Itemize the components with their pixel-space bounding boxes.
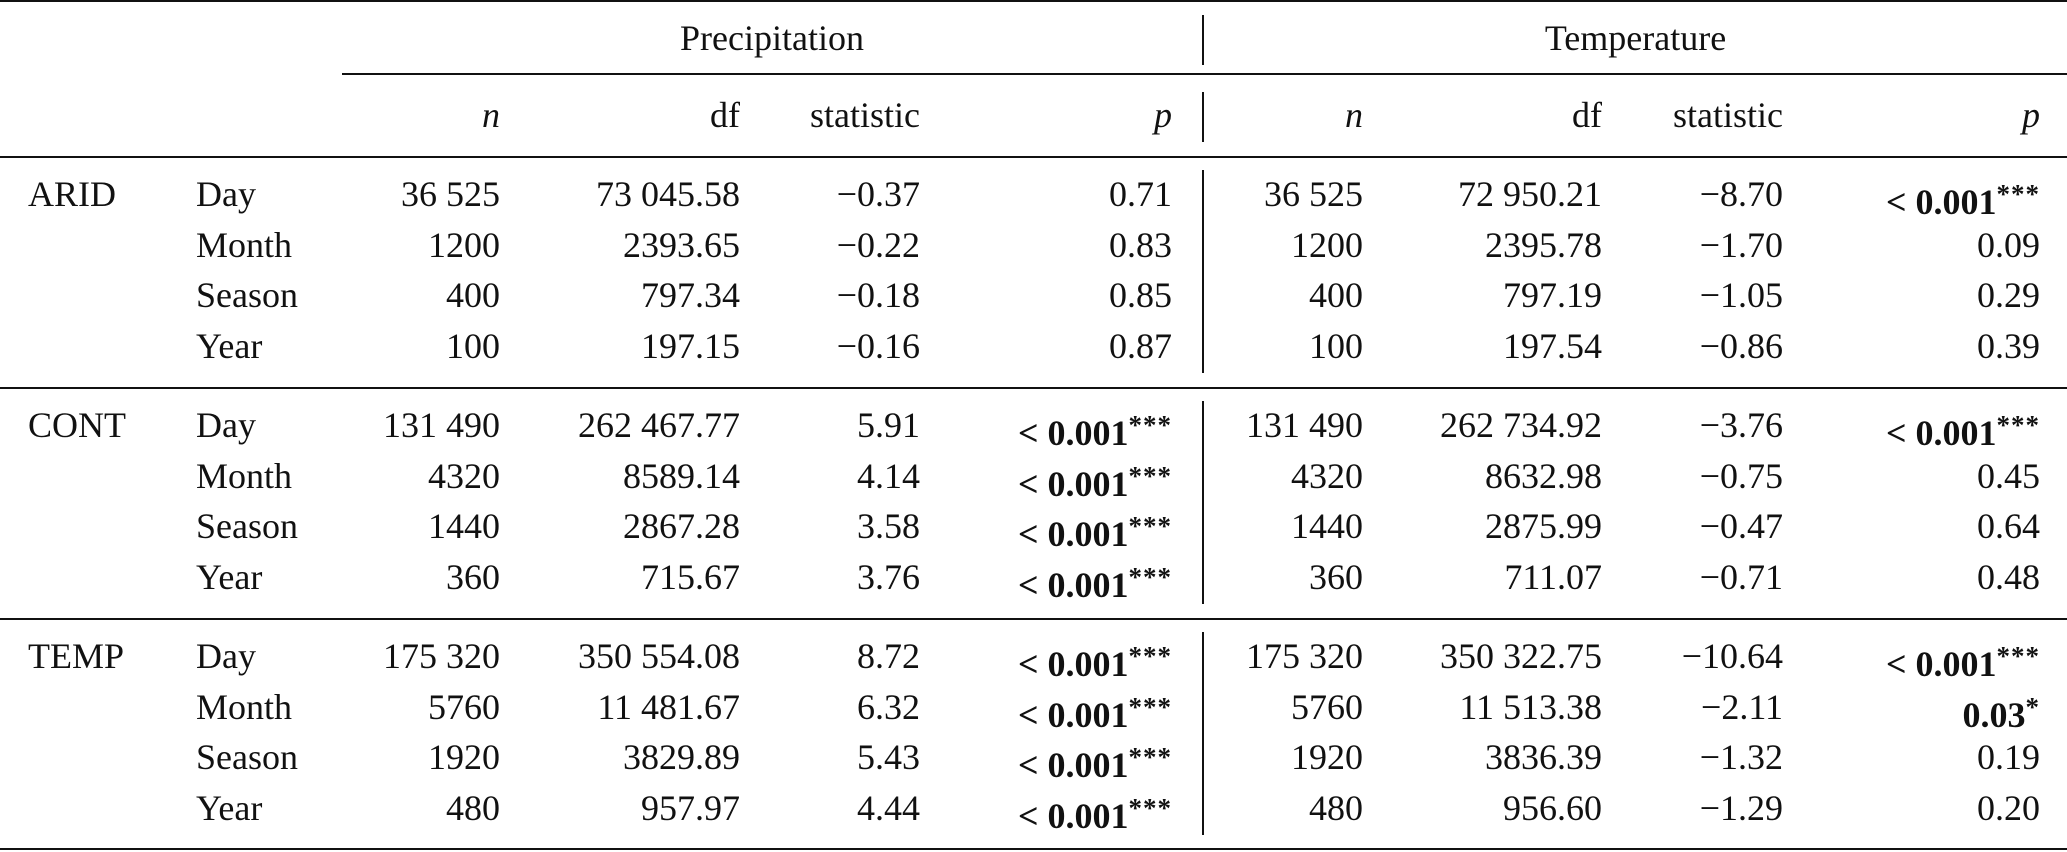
cell-statistic-temperature: −3.76 [1699,405,1783,445]
significance-stars: *** [1128,793,1172,823]
cell-statistic-precipitation: −0.16 [836,326,920,366]
column-header-n: n [1345,95,1363,135]
cell-p-temperature: 0.48 [1977,557,2040,597]
cell-statistic-temperature: −10.64 [1681,636,1783,676]
cell-p-precipitation: < 0.001*** [1017,641,1172,684]
cell-n-precipitation: 175 320 [383,636,500,676]
cell-statistic-precipitation: 5.91 [857,405,920,445]
cell-n-temperature: 4320 [1291,456,1363,496]
cell-p-precipitation: 0.71 [1109,174,1172,214]
column-header-df: df [1572,95,1602,135]
cell-p-temperature: 0.39 [1977,326,2040,366]
cell-p-precipitation: < 0.001*** [1017,742,1172,785]
cell-n-precipitation: 400 [446,275,500,315]
group-divider-rule [0,387,2067,389]
cell-statistic-temperature: −1.05 [1699,275,1783,315]
significance-stars: *** [1996,179,2040,209]
row-period-label: Month [196,687,293,727]
cell-df-temperature: 262 734.92 [1440,405,1602,445]
row-period-label: Month [196,456,293,496]
cell-df-temperature: 2875.99 [1485,506,1602,546]
cell-n-temperature: 360 [1309,557,1363,597]
cell-df-temperature: 72 950.21 [1458,174,1602,214]
cell-df-temperature: 956.60 [1503,788,1602,828]
cell-p-temperature: 0.29 [1977,275,2040,315]
cell-n-precipitation: 480 [446,788,500,828]
cell-df-precipitation: 73 045.58 [596,174,740,214]
cell-p-precipitation: < 0.001*** [1017,692,1172,735]
cell-df-precipitation: 8589.14 [623,456,740,496]
cell-statistic-precipitation: 8.72 [857,636,920,676]
cell-n-precipitation: 1920 [428,737,500,777]
cell-p-precipitation: < 0.001*** [1017,511,1172,554]
cell-statistic-precipitation: 4.44 [857,788,920,828]
cell-n-temperature: 1440 [1291,506,1363,546]
cell-n-precipitation: 36 525 [401,174,500,214]
cell-n-precipitation: 1440 [428,506,500,546]
column-header-statistic: statistic [1673,95,1783,135]
significance-stars: *** [1996,410,2040,440]
cell-p-precipitation: < 0.001*** [1017,562,1172,605]
cell-n-precipitation: 360 [446,557,500,597]
cell-n-temperature: 5760 [1291,687,1363,727]
cell-df-temperature: 711.07 [1504,557,1602,597]
cell-p-temperature: 0.64 [1977,506,2040,546]
cell-df-temperature: 11 513.38 [1459,687,1602,727]
row-period-label: Season [196,506,298,546]
cell-p-temperature: 0.20 [1977,788,2040,828]
cell-statistic-precipitation: 3.76 [857,557,920,597]
row-period-label: Day [196,174,256,214]
cell-p-temperature: 0.03* [1962,692,2040,735]
row-period-label: Season [196,737,298,777]
cell-df-precipitation: 957.97 [641,788,740,828]
row-period-label: Season [196,275,298,315]
cell-statistic-temperature: −2.11 [1701,687,1783,727]
cell-df-precipitation: 715.67 [641,557,740,597]
cell-statistic-precipitation: −0.18 [836,275,920,315]
cell-p-temperature: 0.45 [1977,456,2040,496]
cell-p-precipitation: < 0.001*** [1017,461,1172,504]
precipitation-underline [342,73,1202,75]
cell-p-precipitation: < 0.001*** [1017,410,1172,453]
significance-stars: *** [1128,562,1172,592]
cell-p-temperature: 0.19 [1977,737,2040,777]
group-label: TEMP [28,636,125,676]
cell-n-precipitation: 131 490 [383,405,500,445]
cell-df-temperature: 2395.78 [1485,225,1602,265]
column-header-statistic: statistic [810,95,920,135]
cell-n-temperature: 100 [1309,326,1363,366]
cell-df-precipitation: 197.15 [641,326,740,366]
cell-n-temperature: 131 490 [1246,405,1363,445]
bottom-rule [0,848,2067,850]
cell-n-precipitation: 5760 [428,687,500,727]
cell-statistic-temperature: −1.32 [1699,737,1783,777]
cell-p-temperature: < 0.001*** [1885,641,2040,684]
cell-statistic-temperature: −0.75 [1699,456,1783,496]
cell-df-precipitation: 350 554.08 [578,636,740,676]
cell-statistic-temperature: −0.71 [1699,557,1783,597]
cell-statistic-precipitation: 4.14 [857,456,920,496]
cell-statistic-temperature: −1.70 [1699,225,1783,265]
cell-statistic-precipitation: −0.22 [836,225,920,265]
row-period-label: Day [196,636,256,676]
cell-df-temperature: 350 322.75 [1440,636,1602,676]
cell-p-precipitation: 0.87 [1109,326,1172,366]
row-period-label: Month [196,225,293,265]
group-label: ARID [28,174,116,214]
significance-stars: *** [1996,641,2040,671]
cell-n-precipitation: 100 [446,326,500,366]
cell-p-temperature: 0.09 [1977,225,2040,265]
cell-df-temperature: 8632.98 [1485,456,1602,496]
cell-n-precipitation: 4320 [428,456,500,496]
cell-statistic-temperature: −1.29 [1699,788,1783,828]
row-period-label: Year [196,326,263,366]
cell-statistic-precipitation: −0.37 [836,174,920,214]
cell-statistic-precipitation: 3.58 [857,506,920,546]
cell-n-temperature: 480 [1309,788,1363,828]
cell-statistic-precipitation: 5.43 [857,737,920,777]
cell-n-temperature: 175 320 [1246,636,1363,676]
cell-statistic-temperature: −0.47 [1699,506,1783,546]
significance-stars: *** [1128,641,1172,671]
column-header-p: p [2022,95,2040,135]
group-divider-rule [0,618,2067,620]
row-period-label: Day [196,405,256,445]
cell-df-temperature: 797.19 [1503,275,1602,315]
cell-df-precipitation: 2393.65 [623,225,740,265]
cell-df-precipitation: 797.34 [641,275,740,315]
cell-df-precipitation: 262 467.77 [578,405,740,445]
cell-df-precipitation: 11 481.67 [597,687,740,727]
column-header-n: n [482,95,500,135]
cell-statistic-temperature: −8.70 [1699,174,1783,214]
significance-stars: *** [1128,742,1172,772]
column-header-p: p [1154,95,1172,135]
significance-stars: * [2025,692,2040,722]
significance-stars: *** [1128,692,1172,722]
cell-p-temperature: < 0.001*** [1885,179,2040,222]
header-bottom-rule [0,156,2067,158]
group-header-temperature: Temperature [1544,18,1727,58]
cell-df-temperature: 3836.39 [1485,737,1602,777]
cell-p-precipitation: < 0.001*** [1017,793,1172,836]
cell-p-precipitation: 0.83 [1109,225,1172,265]
cell-statistic-precipitation: 6.32 [857,687,920,727]
cell-p-precipitation: 0.85 [1109,275,1172,315]
row-period-label: Year [196,557,263,597]
temperature-underline [1202,73,2067,75]
cell-p-temperature: < 0.001*** [1885,410,2040,453]
cell-statistic-temperature: −0.86 [1699,326,1783,366]
row-period-label: Year [196,788,263,828]
cell-n-temperature: 400 [1309,275,1363,315]
cell-n-temperature: 1920 [1291,737,1363,777]
significance-stars: *** [1128,511,1172,541]
group-label: CONT [28,405,126,445]
significance-stars: *** [1128,461,1172,491]
column-header-df: df [710,95,740,135]
cell-df-temperature: 197.54 [1503,326,1602,366]
group-header-precipitation: Precipitation [680,18,864,58]
significance-stars: *** [1128,410,1172,440]
top-rule [0,0,2067,2]
cell-n-temperature: 1200 [1291,225,1363,265]
cell-df-precipitation: 3829.89 [623,737,740,777]
cell-df-precipitation: 2867.28 [623,506,740,546]
cell-n-precipitation: 1200 [428,225,500,265]
cell-n-temperature: 36 525 [1264,174,1363,214]
